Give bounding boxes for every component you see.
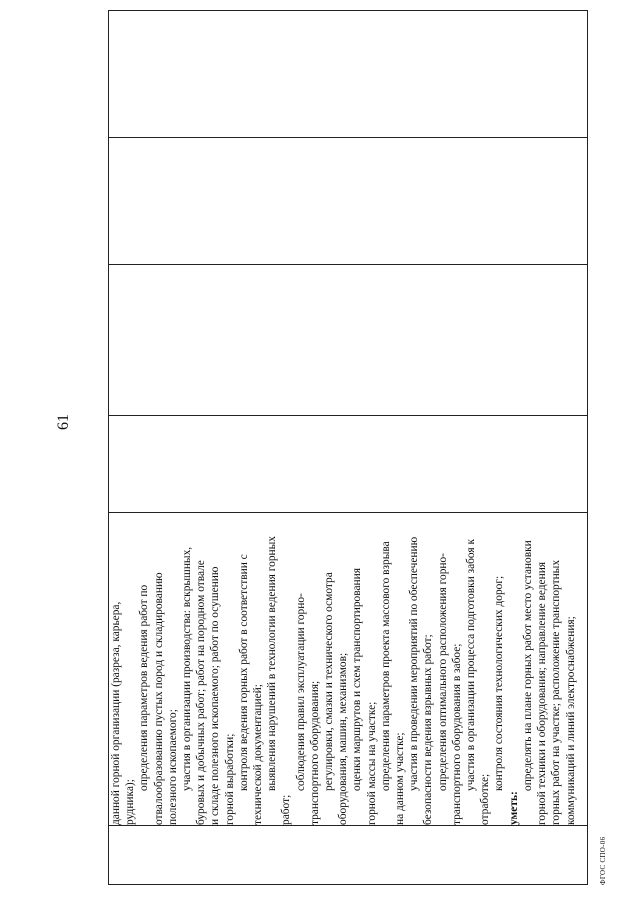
text-line: участия в проведении мероприятий по обеспечению	[408, 536, 421, 791]
table-row	[109, 11, 588, 885]
code-cell	[109, 826, 588, 885]
text-line: и складе полезного ископаемого; работ по осушению	[209, 566, 222, 825]
competency-table	[108, 10, 588, 885]
text-line: уметь:	[507, 791, 520, 825]
text-line: контроля состояния технологических дорог;	[493, 575, 506, 791]
page-number: 61	[55, 414, 72, 430]
text-line: коммуникаций и линий электроснабжения;	[564, 616, 577, 825]
text-line: отработке;	[479, 773, 492, 825]
text-line: участия в организации производства: вскрышных,	[181, 546, 194, 791]
text-line: оборудования, машин, механизмов;	[337, 652, 350, 825]
text-line: транспортного оборудования;	[308, 680, 321, 825]
competency-cell	[109, 11, 588, 138]
text-line: оценки маршрутов и схем транспортирования	[351, 568, 364, 791]
hours-cell	[109, 416, 588, 513]
requirements-cell	[109, 513, 588, 826]
text-line: участия в организации процесса подготовки забоя к	[465, 538, 478, 791]
text-line: выявления нарушений в технологии ведения горных	[266, 536, 279, 791]
text-line: транспортного оборудования в забое;	[450, 643, 463, 825]
text-line: рудника);	[124, 779, 137, 825]
text-line: горных работ на участке; расположение транспортных	[550, 559, 563, 825]
requirements-text	[109, 513, 578, 825]
text-line: горной массы на участке;	[365, 701, 378, 825]
discipline-cell	[109, 265, 588, 416]
text-line: отвалообразованию пустых пород и складированию	[152, 572, 165, 825]
rotated-page	[55, 15, 615, 885]
text-line: определения параметров проекта массового взрыва	[379, 541, 392, 791]
text-line: работ;	[280, 794, 293, 825]
text-line: контроля ведения горных работ в соответствии с	[237, 554, 250, 791]
text-line: горной техники и оборудования; направление ведения	[536, 561, 549, 825]
text-line: буровых и добычных работ; работ на породном отвале	[195, 560, 208, 825]
text-line: полезного ископаемого;	[166, 709, 179, 825]
text-line: определять на плане горных работ место установки	[521, 540, 534, 791]
text-line: регулировки, смазки и технического осмотра	[323, 572, 336, 791]
text-line: на данном участке;	[394, 732, 407, 825]
text-line: определения параметров ведения работ по	[138, 584, 151, 791]
text-line: технической документацией;	[252, 684, 265, 825]
text-line: безопасности ведения взрывных работ;	[422, 634, 435, 825]
text-line: соблюдения правил эксплуатации горно-	[294, 593, 307, 791]
document-footer: ФГОС СПО-06	[599, 836, 607, 885]
text-line: данной горной организации (разреза, карьера,	[110, 601, 122, 825]
text-line: определения оптимального расположения горно-	[436, 553, 449, 791]
index-cell	[109, 138, 588, 265]
text-line: горной выработки;	[223, 733, 236, 825]
